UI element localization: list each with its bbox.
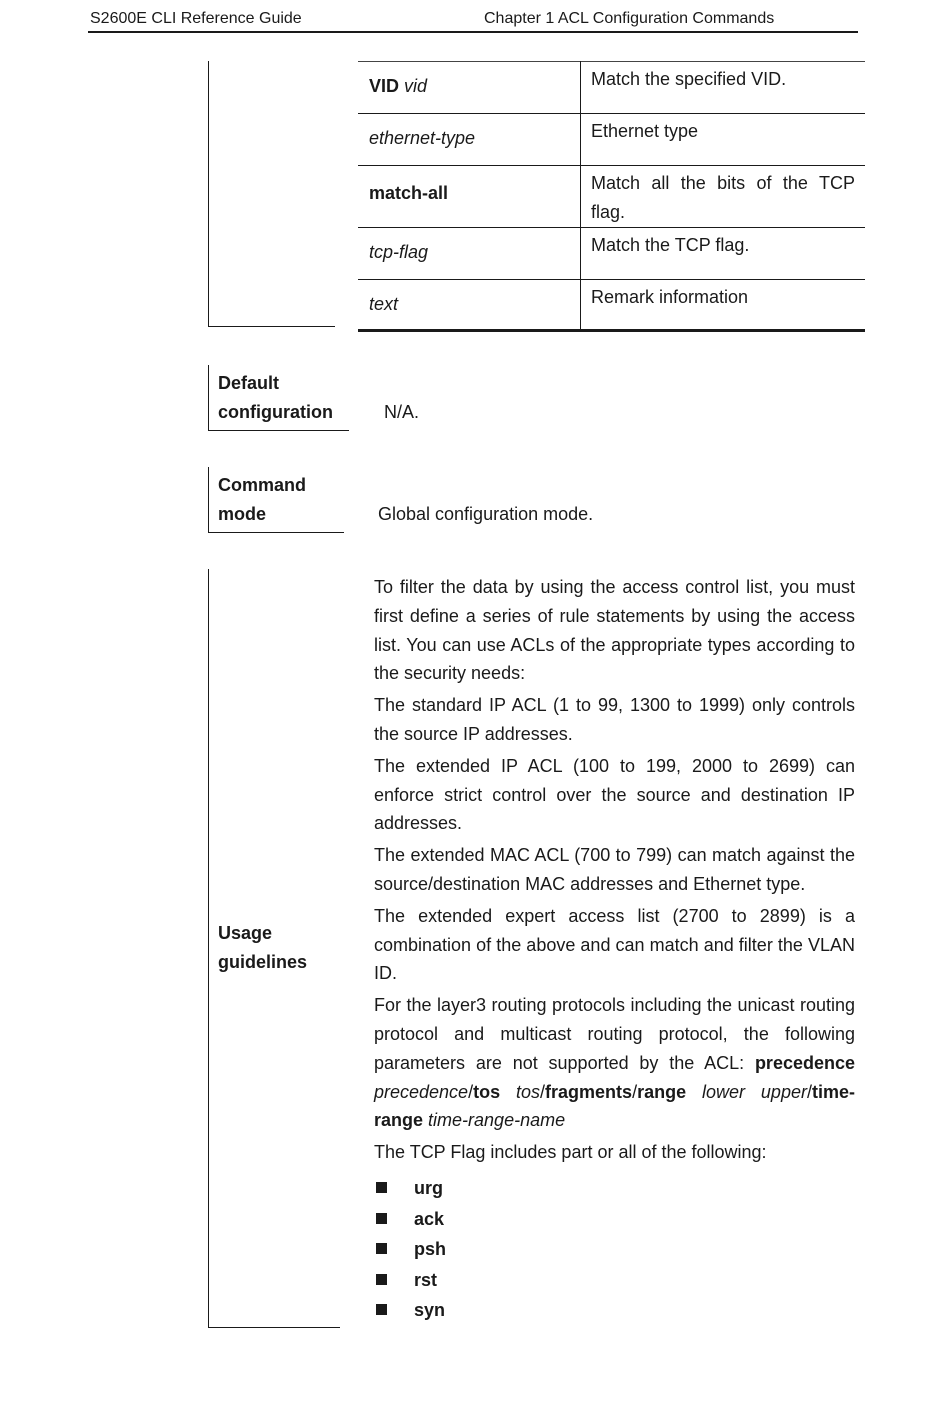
header-rule [88,31,858,33]
param-description: Match all the bits of the TCP flag. [591,173,855,222]
usage-paragraph: The extended IP ACL (100 to 199, 2000 to 2699) can enforce strict control over the source and destination IP addresses. [374,755,855,834]
tcp-flag-intro: The TCP Flag includes part or all of the following: [374,1142,767,1163]
param-argument: tcp-flag [369,242,429,262]
list-item: ack [374,1204,855,1235]
arg-tos: tos [516,1081,541,1102]
usage-label: Usage guidelines [218,923,308,972]
arg-time-range: time-range-name [428,1110,566,1131]
param-description: Remark information [591,287,749,307]
keyword-time-range: time-range [374,1081,855,1131]
routing-paragraph: For the layer3 routing protocols including the unicast routing protocol and multicast routing protocol, the following parameters are not supported by the ACL: precedence precedence/tos tos/fragments/range lower upper/time-range time-range-name [374,995,855,1131]
arg-precedence: precedence [374,1081,469,1102]
param-argument: vid [404,76,428,96]
keyword-fragments: fragments [545,1081,633,1102]
list-item: rst [374,1265,855,1296]
default-config-value: N/A. [384,402,420,422]
param-name [358,114,580,149]
command-mode-value: Global configuration mode. [378,504,594,524]
param-name [358,166,580,204]
param-name [358,228,580,263]
table-row [358,62,865,114]
param-description: Ethernet type [591,121,699,141]
tcp-flag-list [374,1173,855,1326]
table-row [358,166,865,228]
param-section-bracket [208,61,335,327]
square-bullet-icon [376,1243,387,1254]
square-bullet-icon [376,1274,387,1285]
param-keyword: match-all [369,183,449,203]
square-bullet-icon [376,1213,387,1224]
default-config-label: Default configuration [218,373,333,422]
command-mode-label: Command mode [218,475,307,524]
param-keyword: VID [369,76,400,96]
usage-paragraph: The extended expert access list (2700 to 2899) is a combination of the above and can match and filter the VLAN ID. [374,905,855,984]
usage-paragraph: To filter the data by using the access control list, you must first define a series of rule statements by using the access list. You can use ACLs of the appropriate types according to the security needs: [374,577,855,684]
keyword-precedence: precedence [754,1052,855,1073]
keyword-range: range [637,1081,687,1102]
param-argument: text [369,294,399,314]
keyword-tos: tos [473,1081,501,1102]
usage-paragraph: The standard IP ACL (1 to 99, 1300 to 1999) only controls the source IP addresses. [374,695,855,744]
square-bullet-icon [376,1304,387,1315]
square-bullet-icon [376,1182,387,1193]
param-argument: ethernet-type [369,128,476,148]
list-item: psh [374,1234,855,1265]
table-row [358,228,865,280]
param-description: Match the TCP flag. [591,235,750,255]
header-chapter-title: Chapter 1 ACL Configuration Commands [484,10,775,27]
param-description: Match the specified VID. [591,69,787,89]
list-item: syn [374,1295,855,1326]
parameter-table [358,61,865,332]
header-guide-title: S2600E CLI Reference Guide [90,10,302,27]
param-name [358,280,580,315]
table-row [358,114,865,166]
arg-range: lower upper [702,1081,807,1102]
list-item: urg [374,1173,855,1204]
usage-body [374,573,855,1326]
table-row [358,280,865,331]
usage-paragraph: The extended MAC ACL (700 to 799) can match against the source/destination MAC addresses and Ethernet type. [374,845,855,894]
param-name [358,62,580,97]
